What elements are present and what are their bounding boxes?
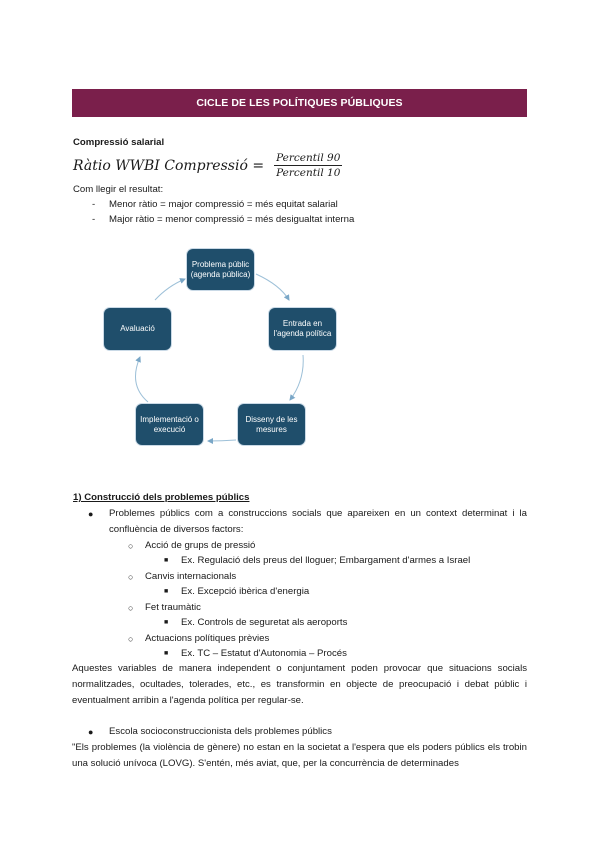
cycle-node-entrada: Entrada en l'agenda política (269, 308, 336, 350)
cycle-node-avaluacio: Avaluació (104, 308, 171, 350)
factor-2: Canvis internacionals (145, 571, 237, 582)
dash-bullet-icon: - (92, 214, 96, 225)
factor-3-example: Ex. Controls de seguretat als aeroports (181, 617, 348, 628)
quote-paragraph: "Els problemes (la violència de gènere) no estan en la societat a l'espera que els poders públics els trobin una solució unívoca (LOVG). S'entén, més aviat, que, per la concurrència de determinades (72, 742, 527, 769)
circle-bullet-icon: ○ (128, 634, 134, 644)
bullet-dot-icon: ● (88, 509, 94, 519)
cycle-node-disseny: Disseny de les mesures (238, 404, 305, 445)
formula-denominator: Percentil 10 (276, 167, 341, 179)
page-title: CICLE DE LES POLÍTIQUES PÚBLIQUES (196, 97, 403, 109)
cycle-node-problema: Problema públic (agenda pública) (187, 249, 254, 290)
factor-4: Actuacions polítiques prèvies (145, 633, 270, 644)
bullet1-line2: confluència de diversos factors: (109, 524, 244, 535)
factor-3: Fet traumàtic (145, 602, 201, 613)
read-bullet-2: Major ràtio = menor compressió = més desigualtat interna (109, 214, 355, 225)
bullet-dot-icon: ● (88, 727, 94, 737)
compressio-heading: Compressió salarial (73, 137, 165, 148)
square-bullet-icon: ■ (164, 588, 169, 595)
circle-bullet-icon: ○ (128, 603, 134, 613)
bullet2-text: Escola socioconstruccionista dels problemes públics (109, 726, 332, 737)
read-bullet-1: Menor ràtio = major compressió = més equitat salarial (109, 199, 338, 210)
square-bullet-icon: ■ (164, 650, 169, 657)
bullet1-line1: Problemes públics com a construccions socials que apareixen en un context determinat i la (109, 508, 527, 519)
factor-1-example: Ex. Regulació dels preus del lloguer; Embargament d'armes a Israel (181, 555, 471, 566)
arrow-2 (290, 355, 303, 400)
formula-numerator: Percentil 90 (276, 152, 341, 164)
arrow-1 (256, 274, 289, 300)
circle-bullet-icon: ○ (128, 572, 134, 582)
arrow-3 (208, 440, 236, 441)
dash-bullet-icon: - (92, 199, 96, 210)
cycle-node-implementacio: Implementació o execució (136, 404, 203, 445)
section1-heading: 1) Construcció dels problemes públics (73, 492, 250, 503)
square-bullet-icon: ■ (164, 557, 169, 564)
read-intro: Com llegir el resultat: (73, 184, 164, 195)
variables-paragraph: Aquestes variables de manera independent o conjuntament poden provocar que situacions socials normalitzades, ocultades, tolerades, etc., es transformin en objecte de preocupació i debat públic i eventualment arribin a l'agenda política per regular-se. (72, 663, 527, 706)
circle-bullet-icon: ○ (128, 541, 134, 551)
arrow-5 (155, 279, 185, 300)
square-bullet-icon: ■ (164, 619, 169, 626)
factor-4-example: Ex. TC – Estatut d'Autonomia – Procés (181, 648, 347, 659)
arrow-4 (136, 357, 149, 402)
formula-left: Ràtio WWBI Compressió = (73, 157, 265, 174)
factor-1: Acció de grups de pressió (145, 540, 256, 551)
factor-2-example: Ex. Excepció ibèrica d'energia (181, 586, 310, 597)
